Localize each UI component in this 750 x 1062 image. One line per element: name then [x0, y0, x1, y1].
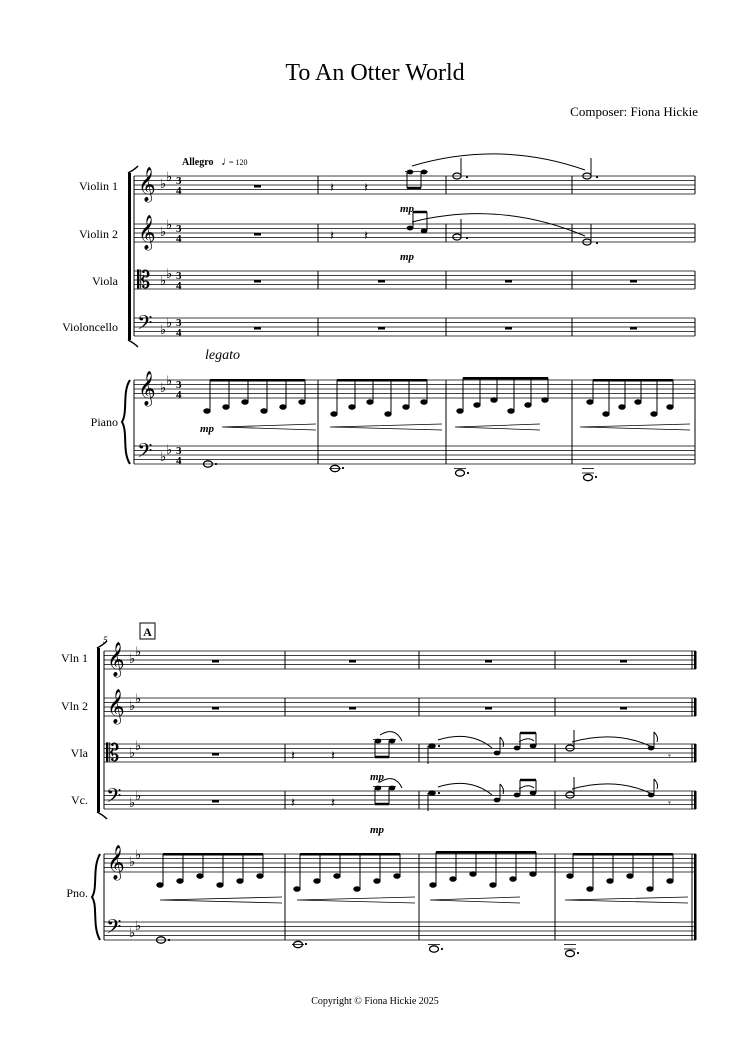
time-signature: [176, 175, 182, 467]
treble-clef-icon: 𝄞: [138, 372, 156, 405]
svg-text:♭: ♭: [166, 266, 173, 281]
label-violin-2: Violin 2: [79, 227, 118, 241]
svg-text:♭: ♭: [160, 449, 167, 464]
bass-clef-icon: 𝄢: [137, 441, 153, 467]
svg-text:♭: ♭: [129, 795, 136, 810]
copyright-notice: Copyright © Fiona Hickie 2025: [311, 996, 439, 1007]
svg-text:♭: ♭: [160, 273, 167, 288]
svg-text:♭: ♭: [135, 738, 142, 753]
label-vln-2: Vln 2: [61, 699, 88, 713]
piano-dynamic-mp: mp: [200, 423, 215, 435]
svg-text:𝄽: 𝄽: [364, 180, 368, 195]
svg-text:4: 4: [176, 280, 182, 292]
treble-clef-icon: 𝄞: [107, 643, 125, 676]
cello-melody: [291, 777, 671, 836]
label-piano: Piano: [90, 415, 118, 429]
system-2: [61, 623, 697, 957]
rehearsal-mark: A: [143, 625, 152, 639]
svg-text:♭: ♭: [135, 788, 142, 803]
key-signature-2: [129, 644, 141, 940]
violin-1-m2-notes: [330, 154, 598, 215]
svg-text:mp: mp: [370, 824, 385, 836]
label-violoncello: Violoncello: [62, 320, 118, 334]
svg-text:3: 3: [176, 175, 182, 187]
bass-clef-icon: 𝄢: [137, 313, 153, 339]
viola-melody: [291, 730, 671, 783]
treble-clef-icon: 𝄞: [107, 690, 125, 723]
staff-violoncello: [134, 318, 695, 336]
svg-text:mp: mp: [400, 251, 415, 263]
svg-text:♭: ♭: [135, 918, 142, 933]
final-barlines: [694, 651, 697, 940]
svg-text:♭: ♭: [129, 925, 136, 940]
key-signature: [160, 169, 172, 464]
treble-clef-icon: 𝄞: [107, 846, 125, 879]
label-pno: Pno.: [66, 886, 88, 900]
svg-text:𝄽: 𝄽: [291, 795, 295, 810]
piano-brace-2: [92, 854, 104, 940]
svg-text:♭: ♭: [160, 224, 167, 239]
svg-text:♭: ♭: [160, 322, 167, 337]
svg-text:3: 3: [176, 317, 182, 329]
crescendo-hairpins-2: [160, 897, 688, 903]
svg-text:𝄽: 𝄽: [291, 748, 295, 763]
svg-text:♭: ♭: [129, 745, 136, 760]
label-vc: Vc.: [71, 793, 88, 807]
eighth-rest-icon: 𝄾: [668, 798, 671, 810]
staves-system-2: [104, 651, 696, 940]
treble-clef-icon: 𝄞: [138, 168, 156, 201]
svg-text:♭: ♭: [129, 651, 136, 666]
svg-text:♭: ♭: [135, 644, 142, 659]
svg-text:♭: ♭: [166, 217, 173, 232]
svg-text:3: 3: [176, 223, 182, 235]
svg-text:♭: ♭: [166, 315, 173, 330]
label-vln-1: Vln 1: [61, 651, 88, 665]
measure-number: 5: [103, 635, 108, 645]
alto-clef-icon: 𝄡: [137, 268, 151, 294]
score-title: To An Otter World: [285, 60, 465, 86]
svg-text:𝄽: 𝄽: [364, 228, 368, 243]
bass-clef-icon: 𝄢: [106, 786, 122, 812]
svg-text:3: 3: [176, 379, 182, 391]
quarter-note-icon: ♩: [221, 154, 233, 168]
svg-text:4: 4: [176, 233, 182, 245]
svg-text:♭: ♭: [160, 380, 167, 395]
alto-clef-icon: 𝄡: [106, 741, 120, 767]
svg-text:𝄽: 𝄽: [331, 748, 335, 763]
label-vla: Vla: [70, 746, 88, 760]
crescendo-hairpins: [222, 424, 690, 430]
dynamic-mp: mp: [400, 203, 415, 215]
svg-text:♭: ♭: [166, 169, 173, 184]
piano-treble-notes-2: [157, 851, 673, 891]
svg-text:4: 4: [176, 389, 182, 401]
tempo-bpm: = 120: [229, 158, 248, 167]
svg-text:𝄽: 𝄽: [330, 180, 334, 195]
whole-rests: [254, 185, 637, 330]
svg-text:♭: ♭: [135, 691, 142, 706]
svg-text:mp: mp: [370, 771, 385, 783]
eighth-rest-icon: 𝄾: [668, 751, 671, 763]
piano-treble-notes: [204, 377, 673, 416]
bass-clef-icon: 𝄢: [106, 917, 122, 943]
tempo-marking: Allegro: [182, 157, 214, 168]
label-viola: Viola: [92, 274, 118, 288]
svg-text:4: 4: [176, 185, 182, 197]
legato-marking: legato: [205, 348, 240, 363]
svg-text:♭: ♭: [166, 442, 173, 457]
svg-text:3: 3: [176, 270, 182, 282]
staff-violin-1: [134, 176, 695, 194]
treble-clef-icon: 𝄞: [138, 216, 156, 249]
svg-text:♭: ♭: [135, 847, 142, 862]
staff-piano-treble: [134, 380, 695, 398]
system-1: [62, 154, 695, 481]
composer-credit: Composer: Fiona Hickie: [570, 104, 698, 119]
piano-brace: [122, 380, 134, 464]
label-violin-1: Violin 1: [79, 179, 118, 193]
svg-text:♭: ♭: [160, 176, 167, 191]
svg-text:4: 4: [176, 327, 182, 339]
svg-text:3: 3: [176, 445, 182, 457]
svg-text:4: 4: [176, 455, 182, 467]
svg-text:♭: ♭: [129, 698, 136, 713]
svg-text:𝄽: 𝄽: [330, 228, 334, 243]
svg-text:𝄽: 𝄽: [331, 795, 335, 810]
barlines: [318, 176, 695, 464]
staff-viola: [134, 271, 695, 289]
staff-piano-bass: [134, 446, 695, 464]
svg-text:♭: ♭: [166, 373, 173, 388]
staff-violin-2: [134, 224, 695, 242]
svg-text:♭: ♭: [129, 854, 136, 869]
whole-rests-2: [212, 660, 627, 803]
